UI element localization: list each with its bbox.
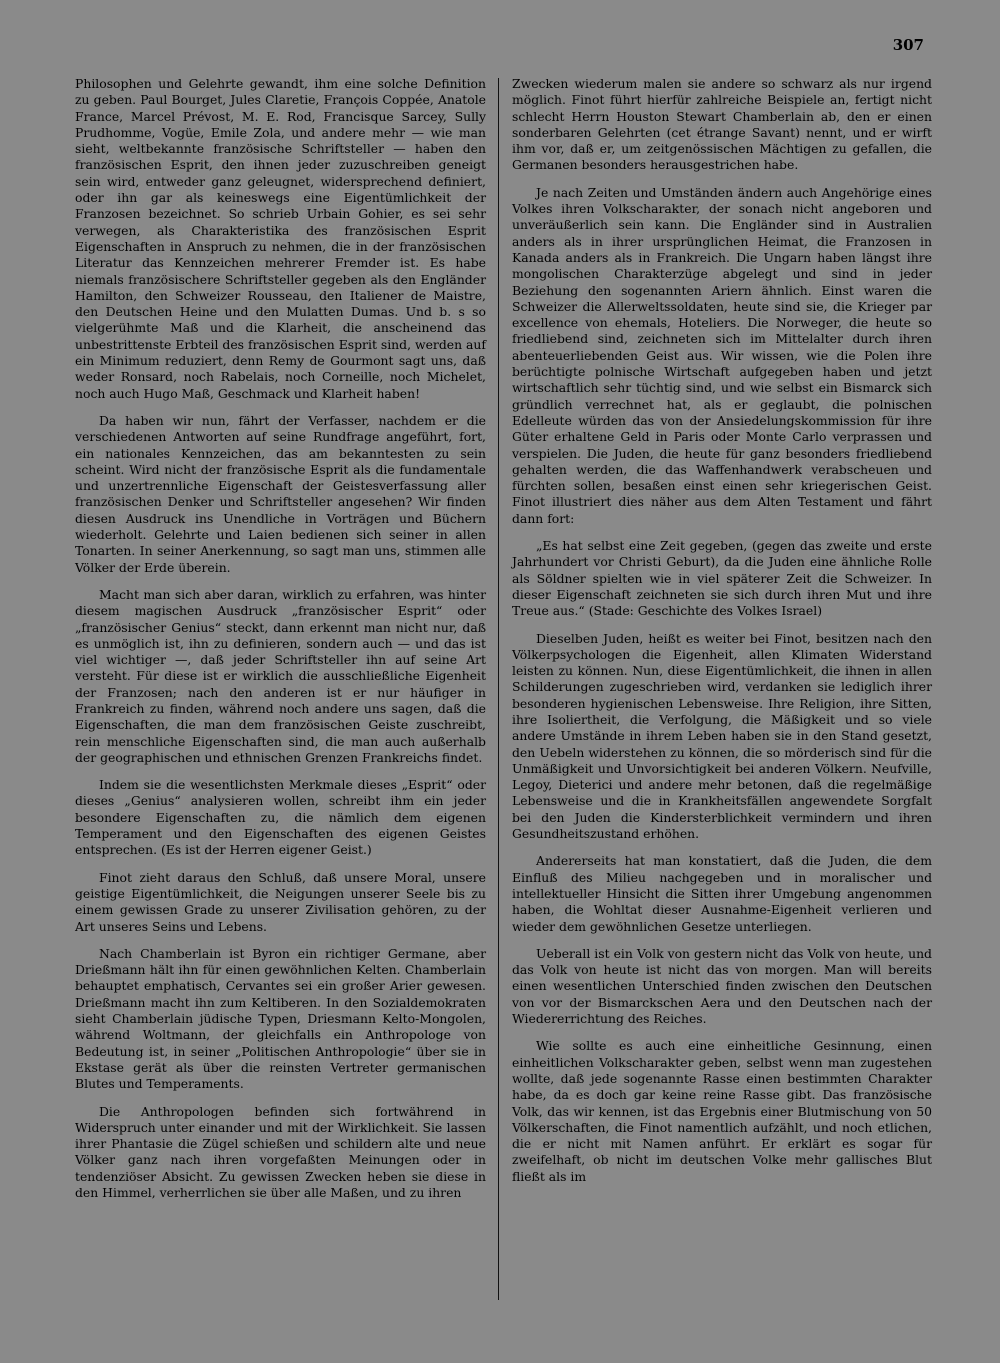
paragraph: Dieselben Juden, heißt es weiter bei Finot, besitzen nach den Völkerpsychologen die Eigenheit, allen Klimaten Widerstand leisten zu können. Nun, diese Eigentümlichkeit, die ihnen in allen Schilderungen zugeschrieben wird, verdanken sie lediglich ihrer besonderen hygienischen Lebensweise. Ihre Religion, ihre Sitten, ihre Isoliertheit, die Verfolgung, die Mäßigkeit und so viele andere Umstände in ihrem Leben haben sie in den Stand gesetzt, den Uebeln widerstehen zu können, die so mörderisch sind für die Unmäßigkeit und Unvorsichtigkeit bei anderen Völkern. Neufville, Legoy, Dieterici und andere mehr betonen, daß die regelmäßige Lebensweise und die in Krankheitsfällen angewendete Sorgfalt bei den Juden die Kindersterblichkeit vermindern und ihren Gesundheitszustand erhöhen. (512, 630, 932, 842)
paragraph: Zwecken wiederum malen sie andere so schwarz als nur irgend möglich. Finot führt hierfür zahlreiche Beispiele an, fertigt nicht schlecht Herrn Houston Stewart Chamberlain ab, den er einen sonderbaren Gelehrten (cet étrange Savant) nennt, und er wirft ihm vor, daß er, um zeitgenössischen Mächtigen zu gefallen, die Germanen besonders herausgestrichen habe. (512, 76, 932, 173)
paragraph: Indem sie die wesentlichsten Merkmale dieses „Esprit“ oder dieses „Genius“ analysieren wollen, schreibt ihm ein jeder besondere Eigenschaften zu, die nämlich dem eigenen Temperament und den Eigenschaften des eigenen Geistes entsprechen. (Es ist der Herren eigener Geist.) (75, 777, 486, 858)
paragraph: Nach Chamberlain ist Byron ein richtiger Germane, aber Drießmann hält ihn für einen gewöhnlichen Kelten. Chamberlain behauptet emphatisch, Cervantes sei ein großer Arier gewesen. Drießmann macht ihn zum Keltiberen. In den Sozialdemokraten sieht Chamberlain jüdische Typen, Driesmann Kelto-Mongolen, während Woltmann, der gleichfalls ein Anthropologe von Bedeutung ist, in seiner „Politischen Anthropologie“ über sie in Ekstase gerät als über die reinsten Vertreter germanischen Blutes und Temperaments. (75, 945, 486, 1092)
paragraph: Ueberall ist ein Volk von gestern nicht das Volk von heute, und das Volk von heute ist nicht das von morgen. Man will bereits einen wesentlichen Unterschied finden zwischen den Deutschen von vor der Bismarckschen Aera und den Deutschen nach der Wiedererrichtung des Reiches. (512, 945, 932, 1027)
paragraph: Andererseits hat man konstatiert, daß die Juden, die dem Einfluß des Milieu nachgegeben und in moralischer und intellektueller Hinsicht die Sitten ihrer Umgebung angenommen haben, die Wohltat dieser Ausnahme-Eigenheit verlieren und wieder dem gewöhnlichen Gesetze unterliegen. (512, 853, 932, 934)
paragraph: Die Anthropologen befinden sich fortwährend in Widerspruch unter einander und mit der Wirklichkeit. Sie lassen ihrer Phantasie die Zügel schießen und schildern alte und neue Völker ganz nach ihren vorgefaßten Meinungen oder in tendenziöser Absicht. Zu gewissen Zwecken heben sie diese in den Himmel, verherrlichen sie über alle Maßen, und zu ihren (75, 1103, 486, 1200)
paragraph: Je nach Zeiten und Umständen ändern auch Angehörige eines Volkes ihren Volkscharakter, der sonach nicht angeboren und unveräußerlich sein kann. Die Engländer sind in Australien anders als in ihrer ursprünglichen Heimat, die Franzosen in Kanada anders als in Frankreich. Die Ungarn haben längst ihre mongolischen Charakterzüge abgelegt und sind in jeder Beziehung den sogenannten Ariern ähnlich. Einst waren die Schweizer die Allerweltssoldaten, heute sind sie, die Krieger par excellence von ehemals, Hoteliers. Die Norweger, die heute so friedliebend sind, zeichneten sich im Mittelalter durch ihren abenteuerliebenden Geist aus. Wir wissen, wie die Polen ihre berüchtigte polnische Wirtschaft aufgegeben haben und jetzt wirtschaftlich sehr tüchtig sind, und wie selbst ein Bismarck sich gründlich verrechnet hat, als er geglaubt, die polnischen Edelleute würden das von der Ansiedelungskommission für ihre Güter erhaltene Geld in Paris oder Monte Carlo verprassen und verspielen. Die Juden, die heute für ganz besonders friedliebend gehalten werden, die das Waffenhandwerk verabscheuen und fürchten sollen, besaßen einst einen sehr kriegerischen Geist. Finot illustriert dies näher aus dem Alten Testament und fährt dann fort: (512, 184, 932, 526)
paragraph: Finot zieht daraus den Schluß, daß unsere Moral, unsere geistige Eigentümlichkeit, die Neigungen unserer Seele bis zu einem gewissen Grade zu unserer Zivilisation gehören, zu der Art unseres Seins und Lebens. (75, 869, 486, 934)
left-column (75, 76, 486, 1212)
paragraph: Wie sollte es auch eine einheitliche Gesinnung, einen einheitlichen Volkscharakter geben, selbst wenn man zugestehen wollte, daß jede sogenannte Rasse einen bestimmten Charakter habe, da es doch gar keine reine Rasse gibt. Das französische Volk, das wir kennen, ist das Ergebnis einer Blutmischung von 50 Völkerschaften, die Finot namentlich aufzählt, und noch etlichen, die er nicht mit Namen anführt. Er erklärt es sogar für zweifelhaft, ob nicht im deutschen Volke mehr gallisches Blut fließt als im (512, 1038, 932, 1184)
right-column (512, 76, 932, 1196)
paragraph: Macht man sich aber daran, wirklich zu erfahren, was hinter diesem magischen Ausdruck „französischer Esprit“ oder „französischer Genius“ steckt, dann erkennt man nicht nur, daß es unmöglich ist, ihn zu definieren, sondern auch — und das ist viel wichtiger —, daß jeder Schriftsteller ihn auf seine Art versteht. Für diese ist er wirklich die ausschließliche Eigenheit der Franzosen; nach den anderen ist er nur häufiger in Frankreich zu finden, während noch andere uns sagen, daß die Eigenschaften, die man dem französischen Geiste zuschreibt, rein menschliche Eigenschaften sind, die man auch außerhalb der geographischen und ethnischen Grenzen Frankreichs findet. (75, 586, 486, 765)
column-divider (498, 78, 499, 1300)
page-number: 307 (892, 36, 924, 54)
paragraph: Philosophen und Gelehrte gewandt, ihm eine solche Definition zu geben. Paul Bourget, Jules Claretie, François Coppée, Anatole France, Marcel Prévost, M. E. Rod, Francisque Sarcey, Sully Prudhomme, Vogüe, Emile Zola, und andere mehr — wie man sieht, weltbekannte französische Schriftsteller — haben den französischen Esprit, den ihnen jeder zuzuschreiben geneigt sein wird, entweder ganz geleugnet, widersprechend definiert, oder ihn gar als keineswegs eine Eigentümlichkeit der Franzosen bezeichnet. So schrieb Urbain Gohier, es sei sehr verwegen, als Charakteristika des französischen Esprit Eigenschaften in Anspruch zu nehmen, die in der französischen Literatur das Kennzeichen mehrerer Fremder ist. Es habe niemals französischere Schriftsteller gegeben als den Engländer Hamilton, den Schweizer Rousseau, den Italiener de Maistre, den Deutschen Heine und den Mulatten Dumas. Und b. s so vielgerühmte Maß und die Klarheit, die anscheinend das unbestrittenste Erbteil des französischen Esprit sind, werden auf ein Minimum reduziert, denn Remy de Gourmont sagt uns, daß weder Ronsard, noch Rabelais, noch Corneille, noch Michelet, noch auch Hugo Maß, Geschmack und Klarheit haben! (75, 76, 486, 401)
paragraph: Da haben wir nun, fährt der Verfasser, nachdem er die verschiedenen Antworten auf seine Rundfrage angeführt, fort, ein nationales Kennzeichen, das am bekanntesten zu sein scheint. Wird nicht der französische Esprit als die fundamentale und unzertrennliche Eigenschaft der Geistesverfassung aller französischen Denker und Schriftsteller angesehen? Wir finden diesen Ausdruck ins Unendliche in Vorträgen und Büchern wiederholt. Gelehrte und Laien bedienen sich seiner in allen Tonarten. In seiner Anerkennung, so sagt man uns, stimmen alle Völker der Erde überein. (75, 412, 486, 575)
quotation: „Es hat selbst eine Zeit gegeben, (gegen das zweite und erste Jahrhundert vor Christi Geburt), da die Juden eine ähnliche Rolle als Söldner spielten wie in viel späterer Zeit die Schweizer. In dieser Eigenschaft zeichneten sie sich durch ihren Mut und ihre Treue aus.“ (Stade: Geschichte des Volkes Israel) (512, 538, 932, 619)
